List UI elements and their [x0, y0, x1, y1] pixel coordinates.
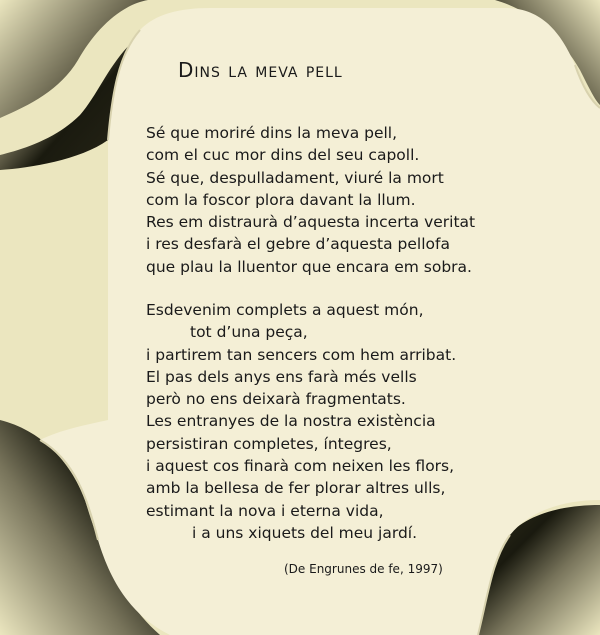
- poem-line: estimant la nova i eterna vida,: [146, 501, 384, 520]
- stanza-1: [146, 122, 475, 278]
- poem-line: Esdevenim complets a aquest món,: [146, 301, 424, 319]
- poem-line: Sé que moriré dins la meva pell,: [146, 124, 398, 142]
- poem-line: El pas dels anys ens farà més vells: [146, 367, 417, 386]
- poem-title: Dins la meva pell: [178, 58, 343, 82]
- poem-source: (De Engrunes de fe, 1997): [284, 562, 443, 576]
- poem-line: tot d’una peça,: [190, 323, 308, 342]
- poem-line: com el cuc mor dins del seu capoll.: [146, 146, 420, 165]
- poem-line: i res desfarà el gebre d’aquesta pellofa: [146, 235, 450, 254]
- poem-line: i partirem tan sencers com hem arribat.: [146, 345, 457, 364]
- poem-line: Les entranyes de la nostra existència: [146, 412, 436, 431]
- poem-line: i a uns xiquets del meu jardí.: [192, 523, 418, 542]
- poem-line: Res em distraurà d’aquesta incerta veritat: [146, 213, 476, 232]
- poem-line: que plau la lluentor que encara em sobra.: [146, 257, 472, 276]
- poem-line: com la foscor plora davant la llum.: [146, 190, 416, 209]
- poem-line: però no ens deixarà fragmentats.: [146, 390, 406, 409]
- poem-line: i aquest cos finarà com neixen les flors,: [146, 457, 455, 476]
- stanza-2: [146, 299, 456, 544]
- poem-line: Sé que, despulladament, viuré la mort: [146, 168, 444, 187]
- poem-line: amb la bellesa de fer plorar altres ulls,: [146, 479, 446, 498]
- poem-line: persistiran completes, íntegres,: [146, 434, 392, 453]
